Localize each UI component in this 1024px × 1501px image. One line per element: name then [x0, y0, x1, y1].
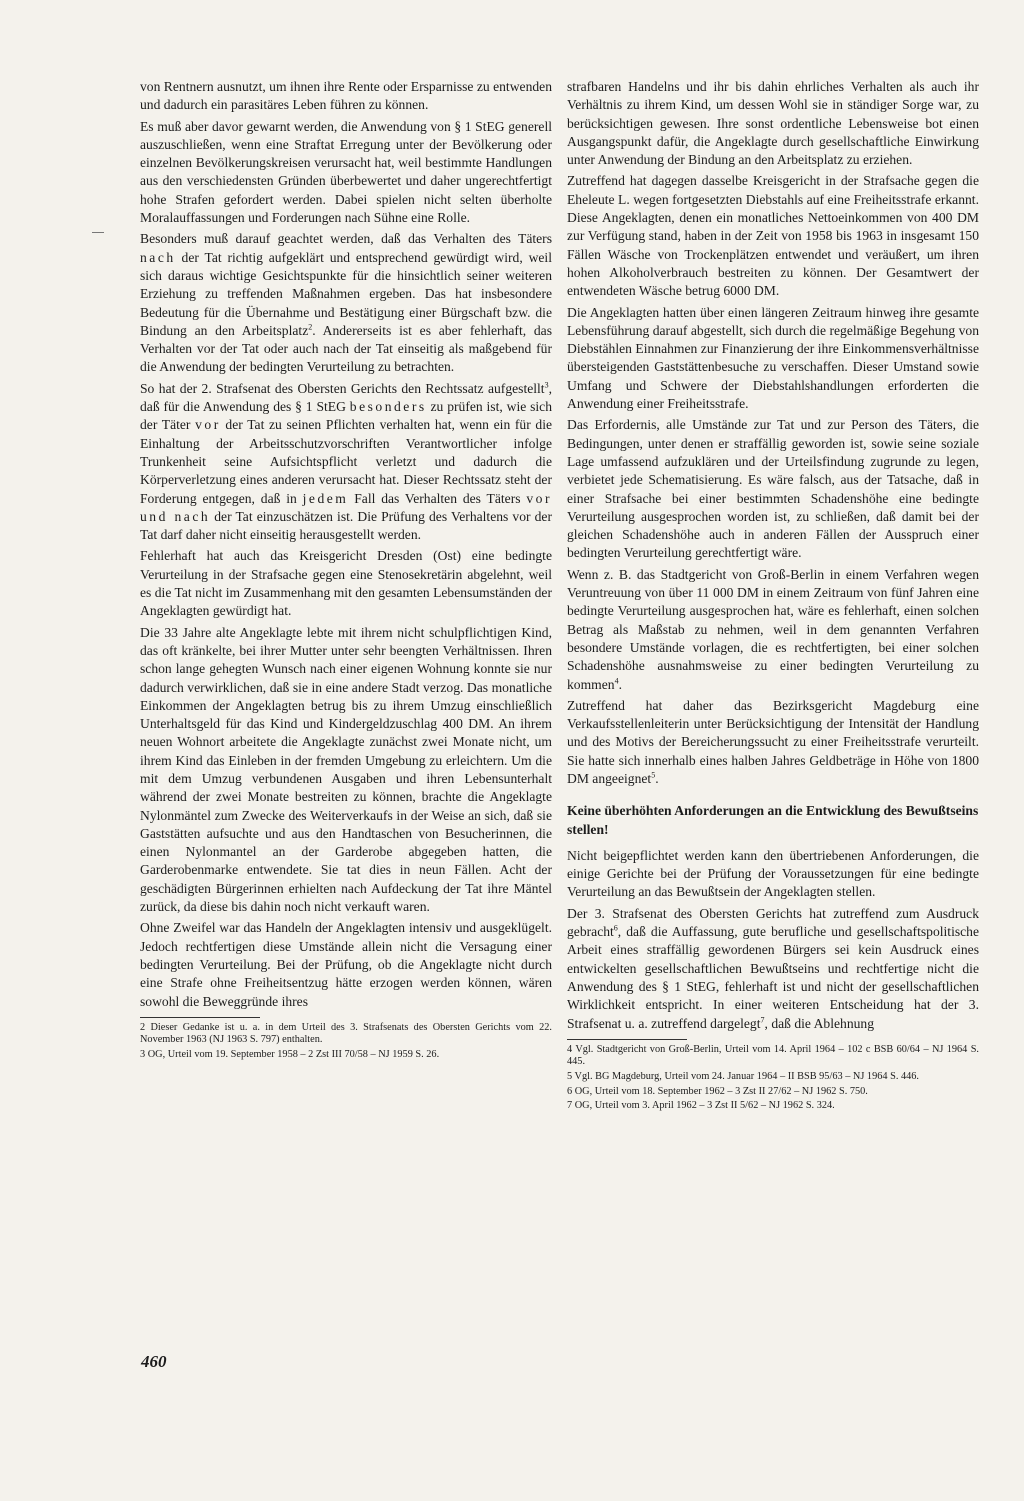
margin-mark [92, 232, 104, 233]
footnote: 7 OG, Urteil vom 3. April 1962 – 3 Zst II 5/62 – NJ 1962 S. 324. [567, 1100, 835, 1112]
spaced-emphasis: vor [195, 417, 221, 433]
footnote: 6 OG, Urteil vom 18. September 1962 – 3 Zst II 27/62 – NJ 1962 S. 750. [567, 1085, 868, 1097]
page-number: 460 [141, 1352, 167, 1371]
spaced-emphasis: nach [140, 249, 176, 265]
paragraph: Die Angeklagten hatten über einen längeren Zeitraum hinweg ihre gesamte Lebensführung darauf abgestellt, sich durch die regelmäßige Begehung von Diebstählen Einnahmen zur Finanzierung der ihre Einkommensverhältnisse übersteigenden Gaststättenbesuche zu verschaffen. Dieser Umstand sowie Umfang und Schwere der Diebstahlshandlungen erforderten die Anwendung einer Freiheitsstrafe. [567, 304, 979, 412]
footnote: 3 OG, Urteil vom 19. September 1958 – 2 Zst III 70/58 – NJ 1959 S. 26. [140, 1049, 440, 1061]
paragraph: Das Erfordernis, alle Umstände zur Tat und zur Person des Täters, die Bedingungen, unter denen er straffällig geworden ist, sowie seine soziale Lage umfassend aufzuklären und der Urteilsfindung zugrunde zu legen, verbietet jede Schematisierung. Es wäre falsch, aus der Tatsache, daß in einer Strafsache bei einer bestimmten Schadenshöhe eine bedingte Verurteilung ausgesprochen worden ist, zu schließen, daß damit bei der gleichen Schadenshöhe auch in anderen Fällen der Ausspruch einer bedingten Verurteilung gerechtfertigt wäre. [567, 417, 979, 561]
paragraph: strafbaren Handelns und ihr bis dahin ehrliches Verhalten als auch ihr Verhältnis zu ihrem Kind, um dessen Wohl sie in ständiger Sorge war, zu berücksichtigen gewesen. Ihre sonst ordentliche Lebensweise bot einen Ausgangspunkt dafür, die Angeklagte durch gesellschaftliche Einwirkung unter Anwendung der Bindung an den Arbeitsplatz zu erziehen. [567, 79, 979, 168]
footnote-ref: 2 [308, 322, 313, 332]
footnote-ref: 3 [544, 380, 549, 390]
paragraph: Nicht beigepflichtet werden kann den übertriebenen Anforderungen, die einige Gerichte bei der Prüfung der Voraussetzungen für eine bedingte Verurteilung an das Bewußtsein der Angeklagten stellen. [567, 847, 979, 900]
footnote-ref: 4 [614, 675, 619, 685]
footnote-rule [567, 1039, 687, 1040]
footnote-ref: 7 [760, 1015, 765, 1025]
paragraph: Fehlerhaft hat auch das Kreisgericht Dresden (Ost) eine bedingte Verurteilung in der Strafsache gegen eine Stenosekretärin abgelehnt, weil es die Tat nicht im Zusammenhang mit den gesamten Lebensumständen der Angeklagten gewürdigt hat. [140, 548, 552, 619]
paragraph: Besonders muß darauf geachtet werden, daß das Verhalten des Täters nach der Tat richtig aufgeklärt und entsprechend gewürdigt wird, weil sich daraus wichtige Gesichtspunkte für die hinsichtlich seiner weiteren Erziehung zu treffenden Maßnahmen ergeben. Das hat insbesondere Bedeutung für die Übernahme und Bestätigung einer Bürgschaft bzw. die Bindung an den Arbeitsplatz$^2$. Andererseits ist es aber fehlerhaft, das Verhalten vor der Tat oder auch nach der Tat einseitig als maßgebend für die Anwendung der bedingten Verurteilung zu betrachten. [140, 231, 552, 375]
section-heading: Keine überhöhten Anforderungen an die Entwicklung des Bewußtseins stellen! [567, 803, 979, 837]
paragraph: Es muß aber davor gewarnt werden, die Anwendung von § 1 StEG generell auszuschließen, wenn eine Straftat Erregung unter der Bevölkerung oder einzelnen Bevölkerungskreisen verursacht hat, weil bestimmte Handlungen aus den verschiedensten Gründen überbewertet und daher ungerechtfertigt hohe Strafen gefordert werden. Dabei spielen nicht selten überholte Moralauffassungen und Forderungen nach Sühne eine Rolle. [140, 118, 552, 226]
paragraph: Zutreffend hat dagegen dasselbe Kreisgericht in der Strafsache gegen die Eheleute L. wegen fortgesetzten Diebstahls auf eine Freiheitsstrafe erkannt. Diese Angeklagten, denen ein monatliches Nettoeinkommen von 400 DM zur Verfügung stand, haben in der Zeit von 1958 bis 1963 in insgesamt 150 Fällen Wäsche von Trockenplätzen entwendet und veräußert, um ihren hohen Alkoholverbrauch bestreiten zu können. Der Gesamtwert der entwendeten Wäsche betrug 6000 DM. [567, 173, 979, 299]
footnotes-left [140, 1022, 552, 1062]
footnotes-right [567, 1044, 979, 1113]
footnote: 5 Vgl. BG Magdeburg, Urteil vom 24. Januar 1964 – II BSB 95/63 – NJ 1964 S. 446. [567, 1071, 919, 1083]
footnote: 2 Dieser Gedanke ist u. a. in dem Urteil des 3. Strafsenats des Obersten Gerichts vom 22. November 1963 (NJ 1963 S. 797) enthalten. [140, 1021, 552, 1046]
paragraph: von Rentnern ausnutzt, um ihnen ihre Rente oder Ersparnisse zu entwenden und dadurch ein parasitäres Leben führen zu können. [140, 79, 552, 113]
paragraph: Die 33 Jahre alte Angeklagte lebte mit ihrem nicht schulpflichtigen Kind, das oft kränkelte, bei ihrer Mutter unter sehr beengten Verhältnissen. Ihren schon lange gehegten Wunsch nach einer eigenen Wohnung konnte sie nur dadurch verwirklichen, daß sie in eine andere Stadt verzog. Das monatliche Einkommen der Angeklagten betrug bis zu ihrem Umzug einschließlich Unterhaltsgeld für das Kind und Kindergeldzuschlag 400 DM. An ihrem neuen Wohnort arbeitete die Angeklagte zunächst zwei Monate nicht, um ihrem Kind das Einleben in der fremden Umgebung zu erleichtern. Um die mit dem Umzug verbundenen Ausgaben und ihren Lebensunterhalt während der zwei Monate bestreiten zu können, brachte die Angeklagte Nylonmäntel zum Zwecke des Weiterverkaufs in der Weise an sich, daß sie Gaststätten aufsuchte und aus den Handtaschen von Besucherinnen, die einen Nylonmantel an der Garderobe abgegeben hatten, die Garderobenmarke entwendete. Sie tat dies in neun Fällen. Acht der geschädigten Bürgerinnen erhielten nach Aufdeckung der Tat ihre Mäntel zurück, da diese bis dahin noch nicht verkauft waren. [140, 624, 552, 915]
paragraph: Wenn z. B. das Stadtgericht von Groß-Berlin in einem Verfahren wegen Veruntreuung von über 11 000 DM in einem Zeitraum von fünf Jahren eine bedingte Verurteilung ausgesprochen hat, wäre es fehlerhaft, einen solchen Betrag als Maßstab zu nehmen, weil in dem genannten Verfahren besondere Umstände vorlagen, die es rechtfertigten, bei einer solchen Schadenshöhe ausnahmsweise zu einer bedingten Verurteilung zu kommen$^4$. [567, 566, 979, 692]
footnote-ref: 6 [613, 923, 618, 933]
paragraph: Zutreffend hat daher das Bezirksgericht Magdeburg eine Verkaufsstellenleiterin unter Berücksichtigung der Intensität der Handlung und des Motivs der Bereicherungssucht zu einer Freiheitsstrafe verurteilt. Sie hatte sich innerhalb eines halben Jahres Geldbeträge in Höhe von 1800 DM angeeignet$^5$. [567, 697, 979, 786]
footnote-rule [140, 1017, 260, 1018]
paragraph: Der 3. Strafsenat des Obersten Gerichts hat zutreffend zum Ausdruck gebracht$^6$, daß die Auffassung, gute berufliche und gesellschaftspolitische Arbeit eines straffällig gewordenen Bürgers sei kein Ausdruck eines entwickelten gesellschaftlichen Bewußtseins und rechtfertige nicht die Anwendung des § 1 StEG, fehlerhaft ist und nicht der gesellschaftlichen Wirklichkeit entspricht. In einer weiteren Entscheidung hat der 3. Strafsenat u. a. zutreffend dargelegt$^7$, daß die Ablehnung [567, 905, 979, 1031]
spaced-emphasis: besonders [349, 399, 427, 415]
footnote-ref: 5 [651, 770, 656, 780]
spaced-emphasis: jedem [302, 490, 349, 506]
paragraph: So hat der 2. Strafsenat des Obersten Gerichts den Rechtssatz aufgestellt$^3$, daß für die Anwendung des § 1 StEG besonders zu prüfen ist, wie sich der Täter vor der Tat zu seinen Pflichten verhalten hat, wenn ein für die Einhaltung der Arbeitsschutzvorschriften Verantwortlicher infolge Trunkenheit seine Aufsichtspflicht verletzt und dadurch die Körperverletzung eines anderen verursacht hat. Dieser Rechtssatz steht der Forderung entgegen, daß in jedem Fall das Verhalten des Täters vor und nach der Tat einzuschätzen ist. Die Prüfung des Verhaltens vor der Tat darf daher nicht einseitig herausgestellt werden. [140, 380, 553, 543]
footnote: 4 Vgl. Stadtgericht von Groß-Berlin, Urteil vom 14. April 1964 – 102 c BSB 60/64 – NJ 1964 S. 445. [567, 1043, 979, 1068]
paragraph: Ohne Zweifel war das Handeln der Angeklagten intensiv und ausgeklügelt. Jedoch rechtfertigen diese Umstände allein nicht die Versagung einer bedingten Verurteilung. Bei der Prüfung, ob die Angeklagte nicht durch eine Strafe ohne Freiheitsentzug hätte erzogen werden können, wären sowohl die Beweggründe ihres [140, 920, 552, 1009]
left-column [140, 78, 552, 1064]
right-column [567, 78, 979, 1115]
spaced-emphasis: vor und nach [140, 490, 552, 524]
